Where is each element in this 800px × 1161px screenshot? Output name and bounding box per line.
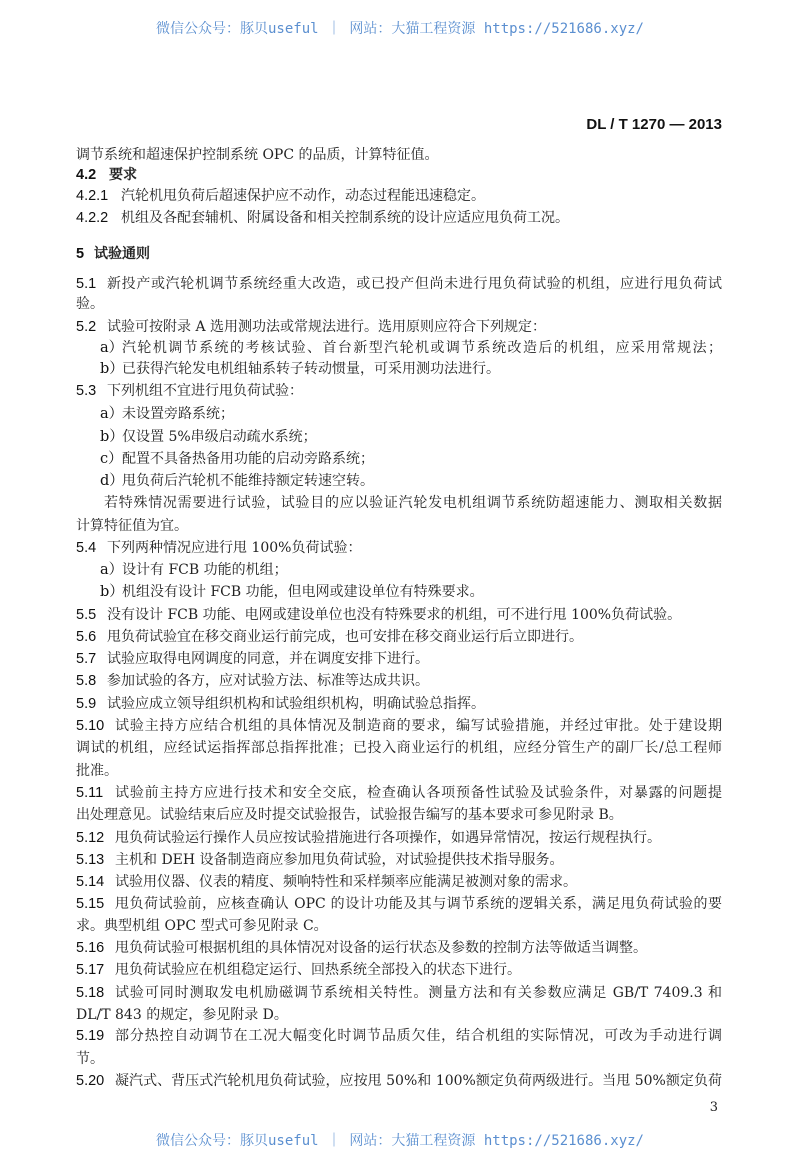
page-number: 3 <box>709 1100 718 1115</box>
line-text: 凝汽式、背压式汽轮机甩负荷试验，应按甩 50%和 100%额定负荷两级进行。当甩 50%额定负荷 <box>115 1073 722 1089</box>
line-text: 试验前主持方应进行技术和安全交底，检查确认各项预备性试验及试验条件，对暴露的问题提 <box>115 785 722 801</box>
line-text: 甩负荷试验宜在移交商业运行前完成，也可安排在移交商业运行后立即进行。 <box>107 629 583 645</box>
line-text: 若特殊情况需要进行试验，试验目的应以验证汽轮发电机组调节系统防超速能力、测取相关数据 <box>104 495 722 511</box>
paragraph-line <box>76 145 722 165</box>
clause-number: 4.2 <box>76 167 97 183</box>
clause-number: 5.1 <box>76 276 97 292</box>
line-text: 节。 <box>76 1051 104 1067</box>
clause-number: 5.8 <box>76 673 97 689</box>
line-text: 下列两种情况应进行甩 100%负荷试验： <box>107 540 362 556</box>
clause-number: 5.18 <box>76 985 105 1001</box>
paragraph-line <box>76 1026 722 1046</box>
line-text: 已获得汽轮发电机组轴系转子转动惯量，可采用测功法进行。 <box>122 361 500 377</box>
paragraph-line <box>76 671 722 691</box>
paragraph-line <box>76 381 722 401</box>
clause-number: 5 <box>76 246 85 262</box>
paragraph-line <box>76 916 722 936</box>
line-text: 下列机组不宜进行甩负荷试验： <box>107 383 303 399</box>
paragraph-line <box>76 1049 722 1069</box>
list-item <box>100 471 722 491</box>
paragraph-line <box>76 938 722 958</box>
clause-number: 5.20 <box>76 1073 105 1089</box>
line-text: 试验应成立领导组织机构和试验组织机构，明确试验总指挥。 <box>107 696 485 712</box>
line-text: 甩负荷试验应在机组稳定运行、回热系统全部投入的状态下进行。 <box>115 962 521 978</box>
line-text: 计算特征值为宜。 <box>76 518 188 534</box>
line-text: 试验主持方应结合机组的具体情况及制造商的要求，编写试验措施，并经过审批。处于建设期 <box>115 718 722 734</box>
standard-code: DL / T 1270 — 2013 <box>586 116 722 133</box>
clause-number: 5.13 <box>76 852 105 868</box>
paragraph-line <box>76 516 722 536</box>
paragraph-line <box>76 828 722 848</box>
paragraph-line <box>76 716 722 736</box>
clause-number: 5.6 <box>76 629 97 645</box>
paragraph-line <box>76 208 722 228</box>
line-text: 主机和 DEH 设备制造商应参加甩负荷试验，对试验提供技术指导服务。 <box>115 852 564 868</box>
paragraph-line <box>104 493 722 513</box>
watermark-bottom: 微信公众号：豚贝useful ｜ 网站：大猫工程资源 https://521686.xyz/ <box>155 1133 644 1149</box>
clause-number: b） <box>100 429 124 445</box>
clause-number: 5.11 <box>76 785 104 801</box>
paragraph-line <box>76 805 722 825</box>
line-text: 没有设计 FCB 功能、电网或建设单位也没有特殊要求的机组，可不进行甩 100%负荷试验。 <box>107 607 682 623</box>
list-item <box>100 449 722 469</box>
clause-number: a） <box>100 562 124 578</box>
paragraph-line <box>76 186 722 206</box>
clause-number: 5.3 <box>76 383 97 399</box>
paragraph-line <box>76 983 722 1003</box>
line-text: 甩负荷试验前，应核查确认 OPC 的设计功能及其与调节系统的逻辑关系，满足甩负荷试验的要 <box>115 896 722 912</box>
line-text: 甩负荷试验可根据机组的具体情况对设备的运行状态及参数的控制方法等做适当调整。 <box>115 940 647 956</box>
line-text: 试验用仪器、仪表的精度、频响特性和采样频率应能满足被测对象的需求。 <box>115 874 577 890</box>
paragraph-line <box>76 738 722 758</box>
clause-number: 5.7 <box>76 651 97 667</box>
line-text: 机组没有设计 FCB 功能，但电网或建设单位有特殊要求。 <box>122 584 484 600</box>
clause-number: a） <box>100 406 124 422</box>
paragraph-line <box>76 1005 722 1025</box>
clause-number: 5.17 <box>76 962 105 978</box>
paragraph-line <box>76 694 722 714</box>
line-text: 试验可同时测取发电机励磁调节系统相关特性。测量方法和有关参数应满足 GB/T 7409.3 和 <box>115 985 722 1001</box>
paragraph-line <box>76 649 722 669</box>
paragraph-line <box>76 627 722 647</box>
clause-number: b） <box>100 361 124 377</box>
line-text: DL/T 843 的规定，参见附录 D。 <box>76 1007 288 1023</box>
clause-number: c） <box>100 451 123 467</box>
paragraph-line <box>76 294 722 314</box>
line-text: 验。 <box>76 296 104 312</box>
paragraph-line <box>76 894 722 914</box>
paragraph-line <box>76 850 722 870</box>
line-text: 试验应取得电网调度的同意，并在调度安排下进行。 <box>107 651 429 667</box>
line-text: 设计有 FCB 功能的机组； <box>122 562 288 578</box>
clause-number: 5.15 <box>76 896 105 912</box>
list-item <box>100 582 722 602</box>
clause-number: 5.5 <box>76 607 97 623</box>
line-text: 批准。 <box>76 763 118 779</box>
clause-number: 5.9 <box>76 696 97 712</box>
section-heading <box>76 165 722 185</box>
line-text: 调试的机组，应经试运指挥部总指挥批准；已投入商业运行的机组，应经分管生产的副厂长/总工程师 <box>76 740 722 756</box>
line-text: 试验通则 <box>94 246 150 262</box>
clause-number: 5.16 <box>76 940 105 956</box>
clause-number: 5.4 <box>76 540 97 556</box>
line-text: 要求 <box>109 167 137 183</box>
paragraph-line <box>76 761 722 781</box>
line-text: 甩负荷后汽轮机不能维持额定转速空转。 <box>122 473 374 489</box>
paragraph-line <box>76 317 722 337</box>
clause-number: a） <box>100 340 124 356</box>
list-item <box>100 359 722 379</box>
paragraph-line <box>76 960 722 980</box>
line-text: 未设置旁路系统； <box>122 406 234 422</box>
section-heading <box>76 244 722 264</box>
list-item <box>100 404 722 424</box>
line-text: 参加试验的各方，应对试验方法、标准等达成共识。 <box>107 673 429 689</box>
line-text: 仅设置 5%串级启动疏水系统； <box>122 429 317 445</box>
line-text: 试验可按附录 A 选用测功法或常规法进行。选用原则应符合下列规定： <box>107 319 547 335</box>
clause-number: 5.19 <box>76 1028 105 1044</box>
paragraph-line <box>76 1071 722 1091</box>
clause-number: 4.2.2 <box>76 210 109 226</box>
list-item <box>100 560 722 580</box>
list-item <box>100 427 722 447</box>
paragraph-line <box>76 605 722 625</box>
clause-number: 5.14 <box>76 874 105 890</box>
clause-number: 5.12 <box>76 830 105 846</box>
clause-number: 4.2.1 <box>76 188 109 204</box>
line-text: 配置不具备热备用功能的启动旁路系统； <box>122 451 374 467</box>
line-text: 求。典型机组 OPC 型式可参见附录 C。 <box>76 918 328 934</box>
paragraph-line <box>76 538 722 558</box>
paragraph-line <box>76 872 722 892</box>
clause-number: 5.10 <box>76 718 105 734</box>
line-text: 出处理意见。试验结束后应及时提交试验报告，试验报告编写的基本要求可参见附录 B。 <box>76 807 623 823</box>
line-text: 部分热控自动调节在工况大幅变化时调节品质欠佳，结合机组的实际情况，可改为手动进行调 <box>115 1028 722 1044</box>
watermark-top: 微信公众号：豚贝useful ｜ 网站：大猫工程资源 https://521686.xyz/ <box>155 21 644 37</box>
list-item <box>100 338 722 358</box>
line-text: 汽轮机调节系统的考核试验、首台新型汽轮机或调节系统改造后的机组，应采用常规法； <box>122 340 722 356</box>
clause-number: 5.2 <box>76 319 97 335</box>
clause-number: d） <box>100 473 124 489</box>
line-text: 甩负荷试验运行操作人员应按试验措施进行各项操作，如遇异常情况，按运行规程执行。 <box>115 830 661 846</box>
line-text: 机组及各配套辅机、附属设备和相关控制系统的设计应适应甩负荷工况。 <box>121 210 569 226</box>
line-text: 汽轮机甩负荷后超速保护应不动作，动态过程能迅速稳定。 <box>121 188 485 204</box>
clause-number: b） <box>100 584 124 600</box>
line-text: 调节系统和超速保护控制系统 OPC 的品质，计算特征值。 <box>76 147 439 163</box>
line-text: 新投产或汽轮机调节系统经重大改造，或已投产但尚未进行甩负荷试验的机组，应进行甩负荷试 <box>107 276 722 292</box>
paragraph-line <box>76 274 722 294</box>
paragraph-line <box>76 783 722 803</box>
